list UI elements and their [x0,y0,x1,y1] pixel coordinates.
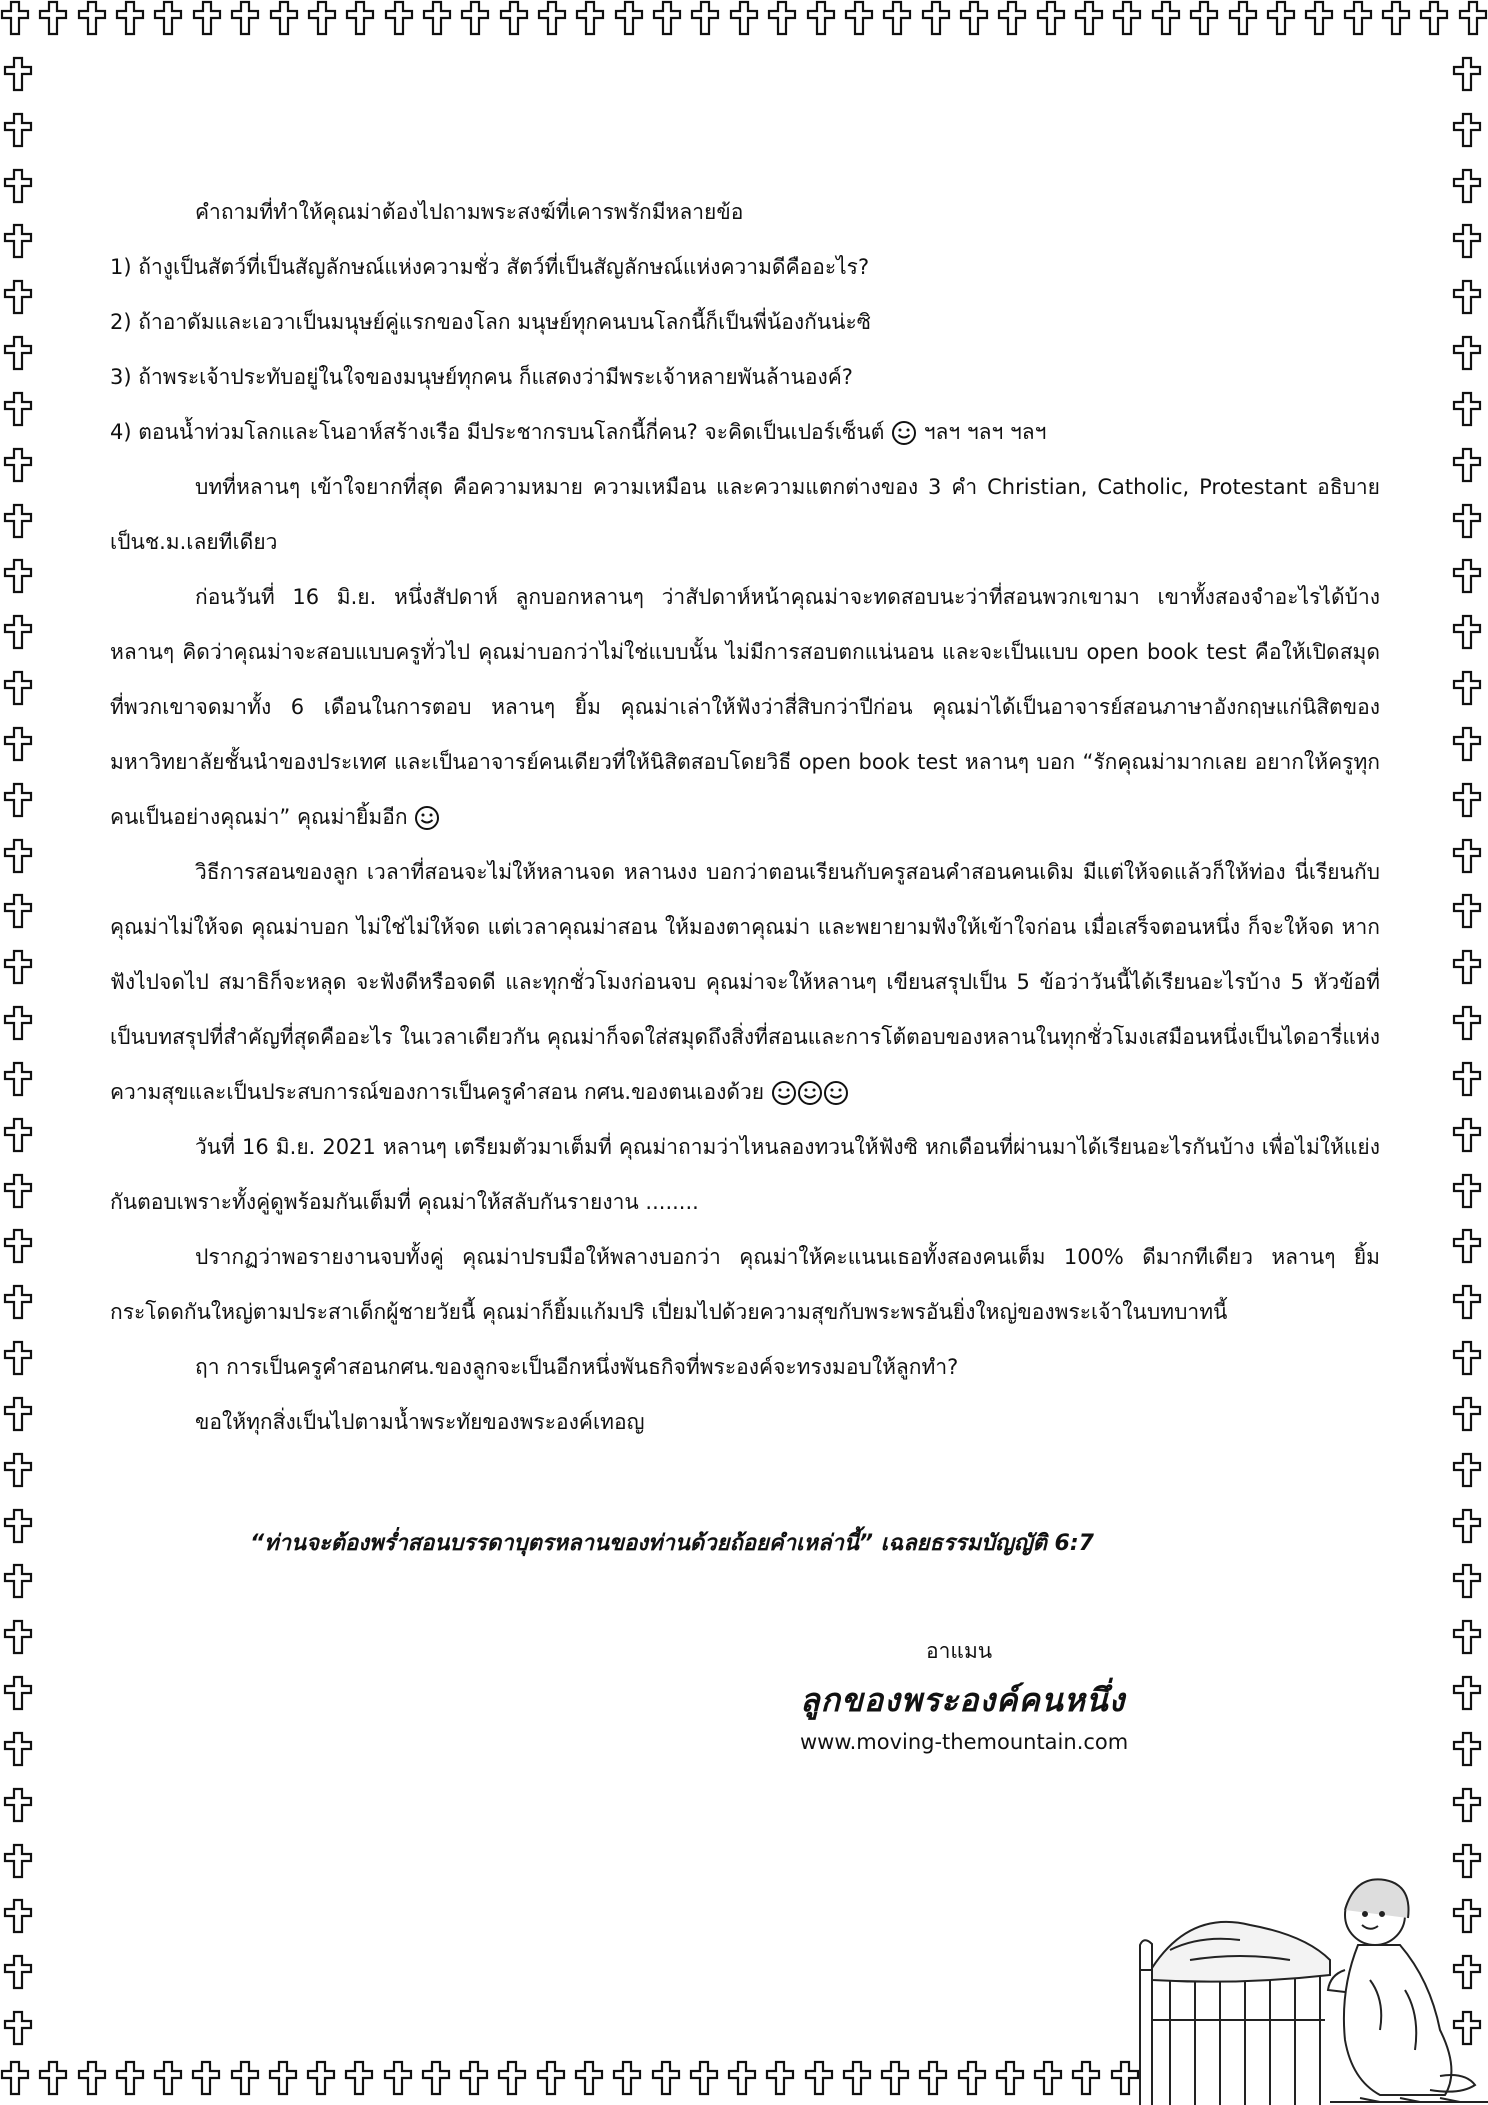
cross-icon [3,670,33,706]
cross-icon [844,0,874,36]
question-4-etc: ฯลฯ ฯลฯ ฯลฯ [923,420,1047,444]
paragraph-teaching-method [110,845,1380,1120]
cross-icon [1074,0,1104,36]
cross-icon [1452,1675,1482,1711]
cross-icon [192,0,222,36]
cross-icon [997,0,1027,36]
cross-icon [1452,1228,1482,1264]
cross-icon [1452,279,1482,315]
cross-icon [1304,0,1334,36]
cross-icon [0,2060,30,2096]
cross-icon [1343,0,1373,36]
question-4-text: 4) ตอนน้ำท่วมโลกและโนอาห์สร้างเรือ มีประชากรบนโลกนี้กี่คน? จะคิดเป็นเปอร์เซ็นต์ [110,420,885,444]
right-cross-border [1452,56,1482,2046]
cross-icon [3,1954,33,1990]
cross-icon [3,1005,33,1041]
smiley-icon [823,1080,849,1106]
cross-icon [3,1619,33,1655]
cross-icon [1452,447,1482,483]
cross-icon [1452,56,1482,92]
cross-icon [268,2060,298,2096]
paragraph-result: ปรากฏว่าพอรายงานจบทั้งคู่ คุณม่าปรบมือให้พลางบอกว่า คุณม่าให้คะแนนเธอทั้งสองคนเต็ม 100% ดีมากทีเดียว หลานๆ ยิ้ม กระโดดกันใหญ่ตามประสาเด็กผู้ชายวัยนี้ คุณม่าก็ยิ้มแก้มปริ เปี่ยมไปด้วยความสุขกับพระพรอันยิ่งใหญ่ของพระเจ้าในบทบาทนี้ [110,1245,1380,1324]
cross-icon [3,1284,33,1320]
cross-icon [3,1228,33,1264]
cross-icon [1452,335,1482,371]
cross-icon [1452,168,1482,204]
cross-icon [574,2060,604,2096]
paragraph-terms: บทที่หลานๆ เข้าใจยากที่สุด คือความหมาย ความเหมือน และความแตกต่างของ 3 คำ Christian, Catholic, Protestant อธิบายเป็นช.ม.เลยทีเดียว [110,475,1380,554]
cross-icon [422,0,452,36]
cross-icon [1033,2060,1063,2096]
smiley-icon [414,805,440,831]
cross-icon [1452,1396,1482,1432]
cross-icon [880,2060,910,2096]
cross-icon [153,0,183,36]
cross-icon [3,1898,33,1934]
top-cross-border [0,0,1488,36]
cross-icon [3,503,33,539]
cross-icon [1452,838,1482,874]
cross-icon [497,2060,527,2096]
paragraph-teaching-method-text: วิธีการสอนของลูก เวลาที่สอนจะไม่ให้หลานจด หลานงง บอกว่าตอนเรียนกับครูสอนคำสอนคนเดิม มีแต่ให้จดแล้วก็ให้ท่อง นี่เรียนกับคุณม่าไม่ให้จด คุณม่าบอก ไม่ใช่ไม่ให้จด แต่เวลาคุณม่าสอน ให้มองตาคุณม่า และพยายามฟังให้เข้าใจก่อน เมื่อเสร็จตอนหนึ่ง ก็จะให้จด หากฟังไปจดไป สมาธิก็จะหลุด จะฟังดีหรือจดดี และทุกชั่วโมงก่อนจบ คุณม่าจะให้หลานๆ เขียนสรุปเป็น 5 ข้อว่าวันนี้ได้เรียนอะไรบ้าง 5 หัวข้อที่เป็นบทสรุปที่สำคัญที่สุดคืออะไร ในเวลาเดียวกัน คุณม่าก็จดใส่สมุดถึงสิ่งที่สอนและการโต้ตอบของหลานในทุกชั่วโมงเสมือนหนึ่งเป็นไดอารี่แห่งความสุขและเป็นประสบการณ์ของการเป็นครูคำสอน กศน.ของตนเองด้วย [110,860,1380,1104]
cross-icon [306,2060,336,2096]
cross-icon [191,2060,221,2096]
signature: ลูกของพระองค์คนหนึ่ง [800,1681,1126,1719]
cross-icon [806,0,836,36]
cross-icon [3,949,33,985]
cross-icon [1452,391,1482,427]
cross-icon [115,0,145,36]
cross-icon [3,2010,33,2046]
cross-icon [1266,0,1296,36]
cross-icon [3,1061,33,1097]
cross-icon [3,1396,33,1432]
smiley-icon [771,1080,797,1106]
cross-icon [3,168,33,204]
cross-icon [38,0,68,36]
cross-icon [3,1340,33,1376]
cross-icon [1452,893,1482,929]
cross-icon [1452,782,1482,818]
cross-icon [1452,1340,1482,1376]
cross-icon [842,2060,872,2096]
cross-icon [689,2060,719,2096]
cross-icon [614,0,644,36]
question-3: 3) ถ้าพระเจ้าประทับอยู่ในใจของมนุษย์ทุกคน ก็แสดงว่ามีพระเจ้าหลายพันล้านองค์? [110,365,853,389]
cross-icon [1452,112,1482,148]
cross-icon [460,0,490,36]
cross-icon [1452,1619,1482,1655]
cross-icon [1452,670,1482,706]
praying-child-illustration [1130,1840,1488,2105]
cross-icon [3,335,33,371]
cross-icon [1452,949,1482,985]
cross-icon [1452,1731,1482,1767]
cross-icon [957,2060,987,2096]
cross-icon [1452,503,1482,539]
cross-icon [1452,726,1482,762]
cross-icon [3,726,33,762]
cross-icon [3,1452,33,1488]
cross-icon [153,2060,183,2096]
cross-icon [230,0,260,36]
cross-icon [1452,1173,1482,1209]
cross-icon [3,56,33,92]
cross-icon [537,0,567,36]
cross-icon [38,2060,68,2096]
cross-icon [918,2060,948,2096]
cross-icon [3,1117,33,1153]
cross-icon [1452,614,1482,650]
cross-icon [3,893,33,929]
paragraph-test-day: วันที่ 16 มิ.ย. 2021 หลานๆ เตรียมตัวมาเต็มที่ คุณม่าถามว่าไหนลองทวนให้ฟังซิ หกเดือนที่ผ่านมาได้เรียนอะไรกันบ้าง เพื่อไม่ให้แย่งกันตอบเพราะทั้งคู่ดูพร้อมกันเต็มที่ คุณม่าให้สลับกันรายงาน ........ [110,1135,1380,1214]
cross-icon [459,2060,489,2096]
question-4 [110,405,1380,460]
cross-icon [651,2060,681,2096]
cross-icon [3,782,33,818]
cross-icon [995,2060,1025,2096]
cross-icon [3,1731,33,1767]
cross-icon [3,614,33,650]
cross-icon [1112,0,1142,36]
question-2: 2) ถ้าอาดัมและเอวาเป็นมนุษย์คู่แรกของโลก มนุษย์ทุกคนบนโลกนี้ก็เป็นพี่น้องกันน่ะซิ [110,310,872,334]
cross-icon [3,112,33,148]
cross-icon [1228,0,1258,36]
paragraph-open-book-text: ก่อนวันที่ 16 มิ.ย. หนึ่งสัปดาห์ ลูกบอกหลานๆ ว่าสัปดาห์หน้าคุณม่าจะทดสอบนะว่าที่สอนพวกเขามา เขาทั้งสองจำอะไรได้บ้าง หลานๆ คิดว่าคุณม่าจะสอบแบบครูทั่วไป คุณม่าบอกว่าไม่ใช่แบบนั้น ไม่มีการสอบตกแน่นอน และจะเป็นแบบ open book test คือให้เปิดสมุดที่พวกเขาจดมาทั้ง 6 เดือนในการตอบ หลานๆ ยิ้ม คุณม่าเล่าให้ฟังว่าสี่สิบกว่าปีก่อน คุณม่าได้เป็นอาจารย์สอนภาษาอังกฤษแก่นิสิตของมหาวิทยาลัยชั้นนำของประเทศ และเป็นอาจารย์คนเดียวที่ให้นิสิตสอบโดยวิธี open book test หลานๆ บอก “รักคุณม่ามากเลย อยากให้ครูทุกคนเป็นอย่างคุณม่า” คุณม่ายิ้มอีก [110,585,1380,829]
cross-icon [1419,0,1449,36]
cross-icon [652,0,682,36]
cross-icon [1452,1452,1482,1488]
paragraph-question: ฤา การเป็นครูคำสอนกศน.ของลูกจะเป็นอีกหนึ่งพันธกิจที่พระองค์จะทรงมอบให้ลูกทำ? [195,1355,959,1379]
cross-icon [921,0,951,36]
cross-icon [575,0,605,36]
cross-icon [3,1173,33,1209]
cross-icon [269,0,299,36]
cross-icon [1452,1508,1482,1544]
cross-icon [1381,0,1411,36]
cross-icon [115,2060,145,2096]
cross-icon [345,0,375,36]
cross-icon [1452,1563,1482,1599]
bottom-cross-border [0,2060,1140,2096]
cross-icon [1452,1061,1482,1097]
smiley-icon [797,1080,823,1106]
cross-icon [3,279,33,315]
cross-icon [729,0,759,36]
cross-icon [1071,2060,1101,2096]
cross-icon [3,1675,33,1711]
cross-icon [1452,1284,1482,1320]
website-url: www.moving-themountain.com [800,1730,1129,1754]
cross-icon [765,2060,795,2096]
cross-icon [1452,223,1482,259]
paragraph-prayer: ขอให้ทุกสิ่งเป็นไปตามน้ำพระทัยของพระองค์เทอญ [195,1410,645,1434]
cross-icon [0,0,30,36]
paragraph-intro: คำถามที่ทำให้คุณม่าต้องไปถามพระสงฆ์ที่เคารพรักมีหลายข้อ [195,200,744,224]
paragraph-open-book [110,570,1380,845]
cross-icon [3,391,33,427]
cross-icon [383,2060,413,2096]
cross-icon [3,1843,33,1879]
cross-icon [1036,0,1066,36]
cross-icon [804,2060,834,2096]
scripture-quote: “ท่านจะต้องพร่ำสอนบรรดาบุตรหลานของท่านด้วยถ้อยคำเหล่านี้” เฉลยธรรมบัญญัติ 6:7 [250,1531,1094,1556]
cross-icon [3,558,33,594]
cross-icon [3,223,33,259]
cross-icon [1452,1117,1482,1153]
letter-body [110,185,1380,1450]
cross-icon [536,2060,566,2096]
cross-icon [3,447,33,483]
cross-icon [1452,1787,1482,1823]
question-1: 1) ถ้างูเป็นสัตว์ที่เป็นสัญลักษณ์แห่งความชั่ว สัตว์ที่เป็นสัญลักษณ์แห่งความดีคืออะไร? [110,255,870,279]
cross-icon [767,0,797,36]
cross-icon [1452,1005,1482,1041]
cross-icon [307,0,337,36]
cross-icon [1151,0,1181,36]
cross-icon [230,2060,260,2096]
amen-text: อาแมน [926,1639,993,1663]
cross-icon [3,1563,33,1599]
cross-icon [77,2060,107,2096]
cross-icon [1189,0,1219,36]
smiley-icon [891,420,917,446]
cross-icon [3,1508,33,1544]
cross-icon [882,0,912,36]
cross-icon [499,0,529,36]
cross-icon [384,0,414,36]
cross-icon [3,1787,33,1823]
cross-icon [77,0,107,36]
left-cross-border [3,56,33,2046]
cross-icon [690,0,720,36]
cross-icon [421,2060,451,2096]
cross-icon [344,2060,374,2096]
cross-icon [1458,0,1488,36]
cross-icon [959,0,989,36]
cross-icon [3,838,33,874]
cross-icon [727,2060,757,2096]
cross-icon [612,2060,642,2096]
cross-icon [1452,558,1482,594]
